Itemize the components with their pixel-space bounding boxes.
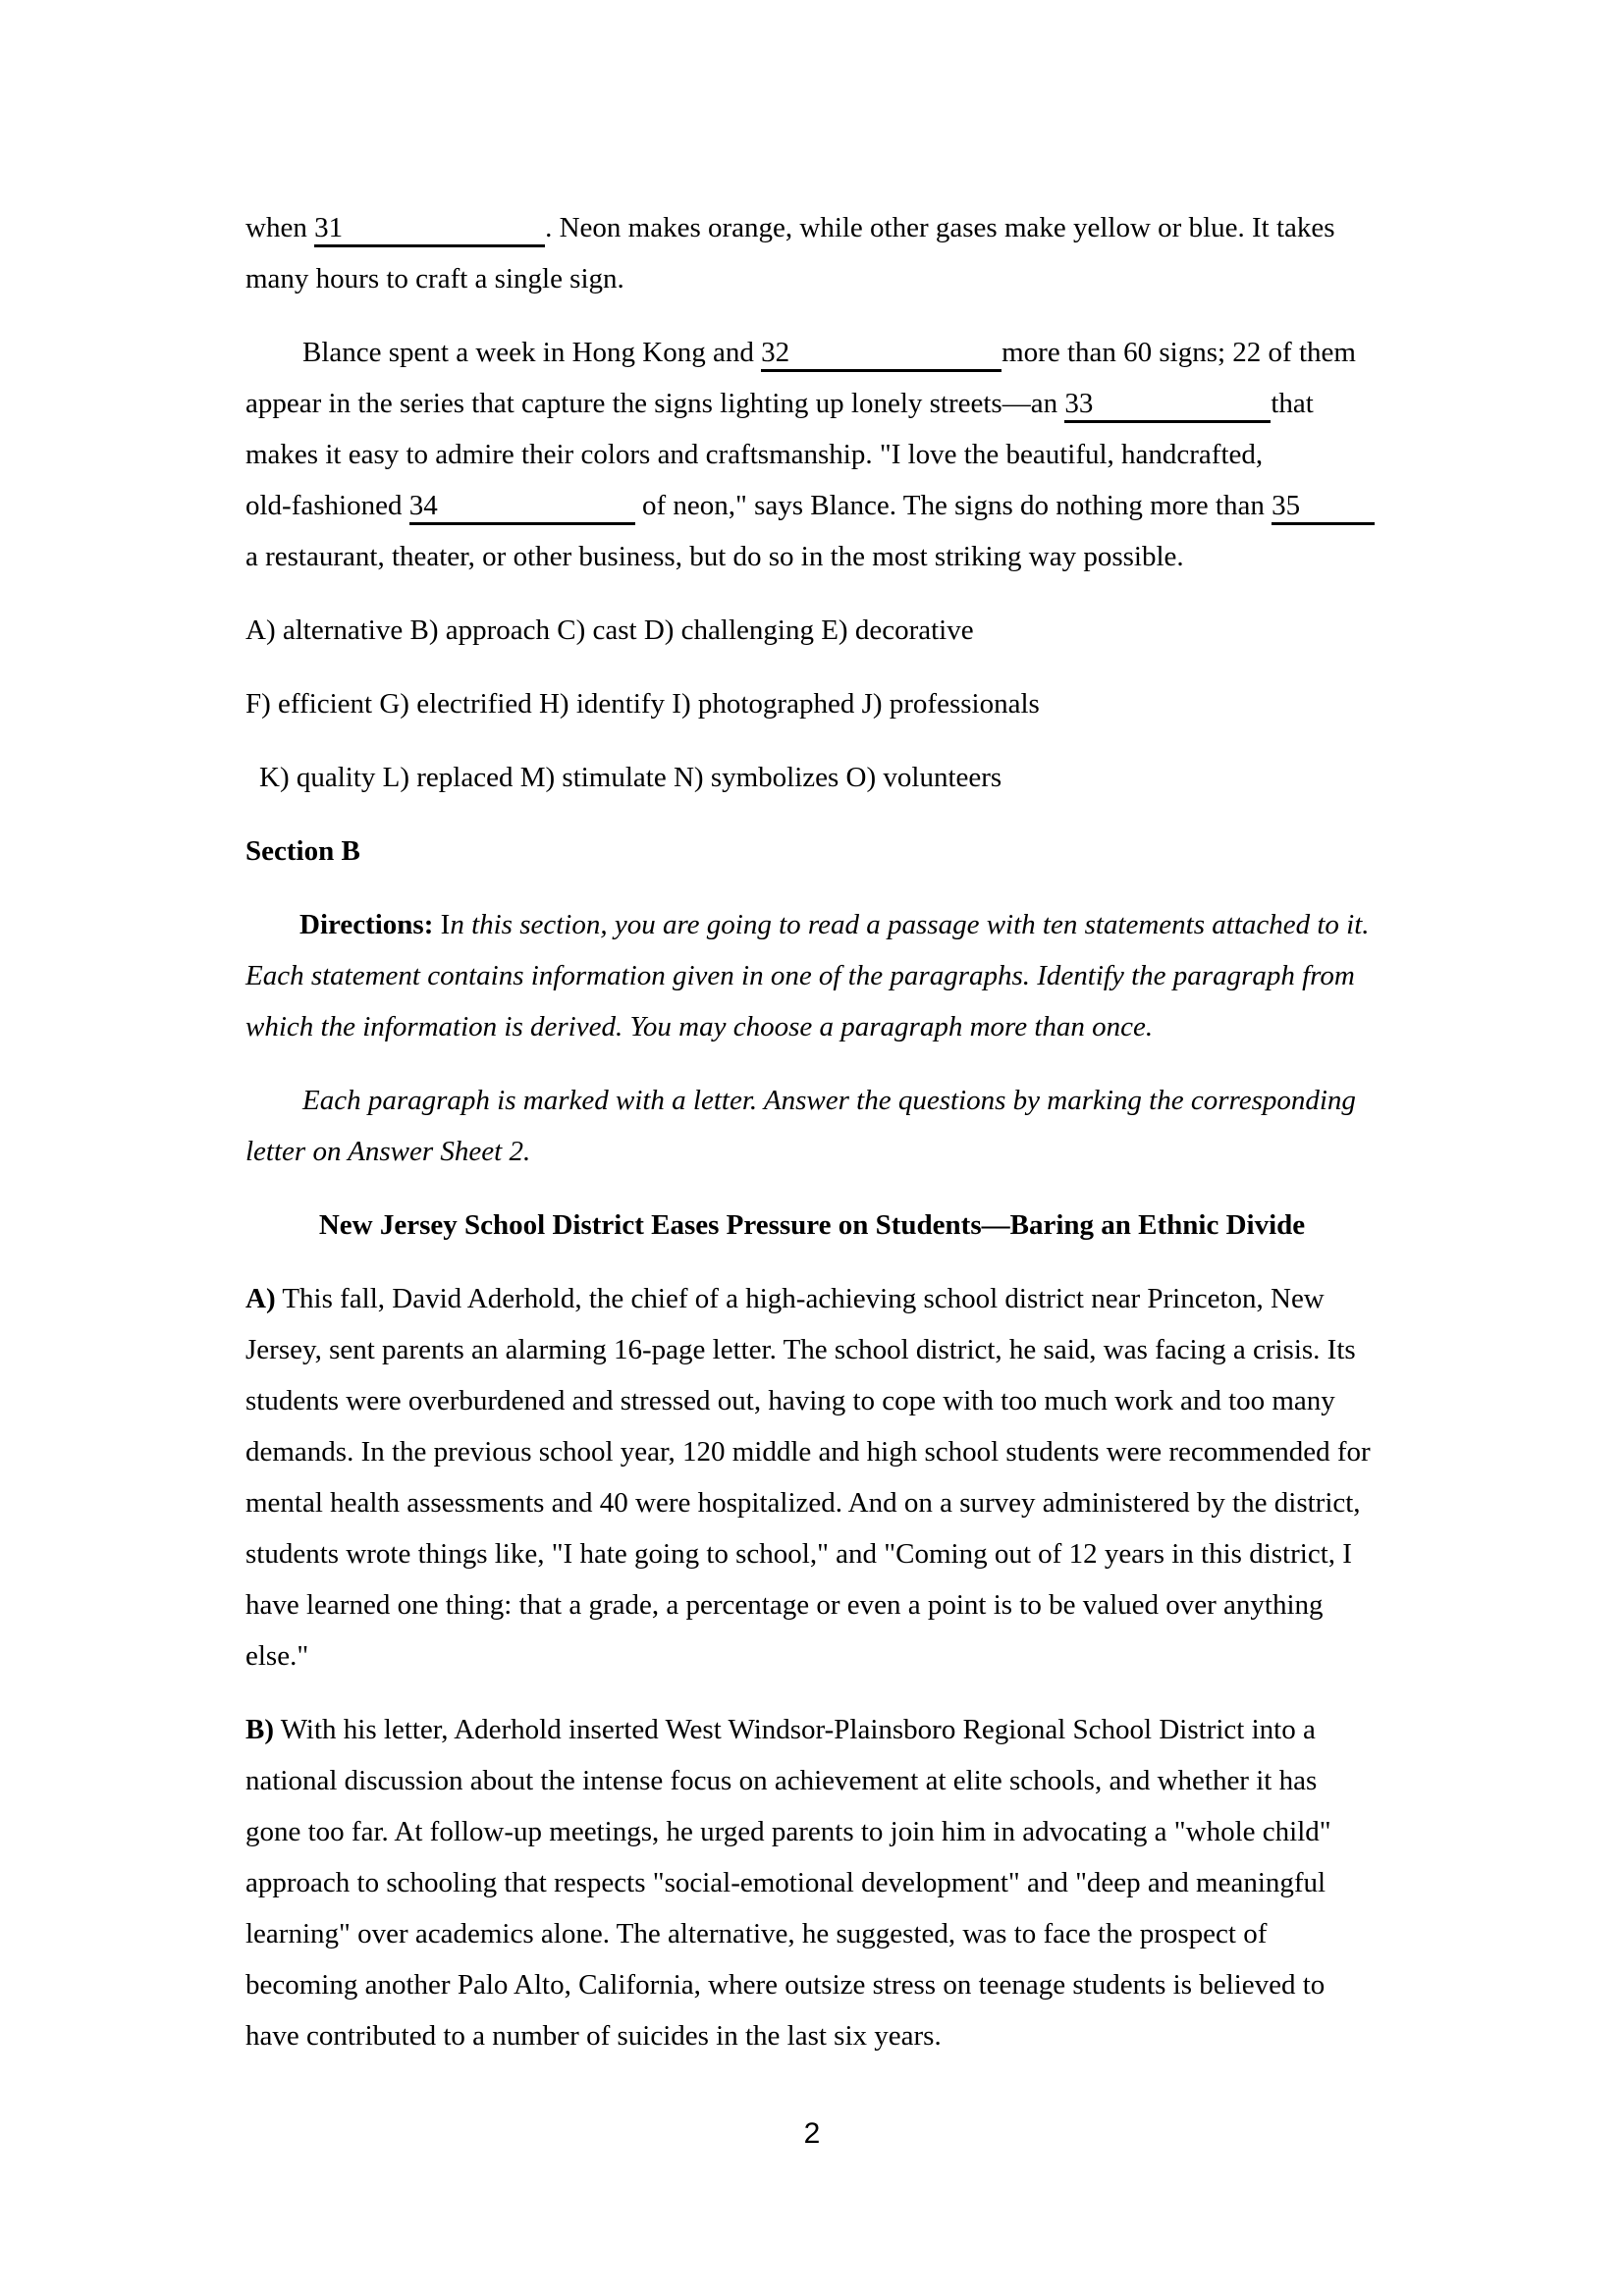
text-run: a restaurant, theater, or other business, but do so in the most striking way possible. bbox=[245, 541, 1184, 572]
section-b-heading bbox=[245, 826, 1379, 877]
blank-34: 34 bbox=[409, 490, 635, 525]
text-run: Directions: bbox=[299, 909, 434, 940]
text-run: F) efficient G) electrified H) identify I) photographed J) professionals bbox=[245, 688, 1040, 720]
text-line bbox=[245, 1477, 1379, 1528]
word-bank-row-1 bbox=[245, 605, 1379, 656]
text-run: else." bbox=[245, 1640, 309, 1672]
text-line bbox=[245, 1075, 1379, 1126]
text-run: learning" over academics alone. The alternative, he suggested, was to face the prospect of bbox=[245, 1918, 1268, 1949]
text-line bbox=[245, 1001, 1379, 1052]
text-line bbox=[245, 253, 1379, 304]
text-line bbox=[245, 1908, 1379, 1959]
text-run: Blance spent a week in Hong Kong and bbox=[302, 337, 762, 368]
text-line bbox=[245, 378, 1379, 429]
page-footer bbox=[0, 2116, 1624, 2152]
text-run: students wrote things like, "I hate going to school," and "Coming out of 12 years in this district, I bbox=[245, 1538, 1352, 1570]
text-run: n this section, you are going to read a passage with ten statements attached to it. bbox=[450, 909, 1370, 940]
text-line bbox=[245, 752, 1379, 803]
blank-31: 31 bbox=[314, 212, 545, 247]
text-line bbox=[245, 1857, 1379, 1908]
text-run: B) bbox=[245, 1714, 274, 1745]
text-line bbox=[245, 1959, 1379, 2010]
text-line bbox=[245, 950, 1379, 1001]
page-number: 2 bbox=[803, 2117, 821, 2150]
text-run: of neon," says Blance. The signs do nothing more than bbox=[634, 490, 1272, 521]
text-run: becoming another Palo Alto, California, where outsize stress on teenage students is believed to bbox=[245, 1969, 1326, 2001]
text-run: Section B bbox=[245, 835, 360, 867]
text-run: students were overburdened and stressed out, having to cope with too much work and too many bbox=[245, 1385, 1335, 1416]
text-run: This fall, David Aderhold, the chief of a high-achieving school district near Princeton, New bbox=[275, 1283, 1325, 1314]
text-line bbox=[245, 1200, 1379, 1251]
blank-32: 32 bbox=[761, 337, 1001, 372]
text-line bbox=[245, 1375, 1379, 1426]
text-line bbox=[245, 1528, 1379, 1579]
text-line bbox=[245, 2010, 1379, 2061]
text-run: K) quality L) replaced M) stimulate N) symbolizes O) volunteers bbox=[259, 762, 1002, 793]
text-run: approach to schooling that respects "social-emotional development" and "deep and meaningful bbox=[245, 1867, 1326, 1898]
text-run: . Neon makes orange, while other gases make yellow or blue. It takes bbox=[545, 212, 1335, 243]
text-run: when bbox=[245, 212, 315, 243]
text-line bbox=[245, 1579, 1379, 1630]
passage-continuation bbox=[245, 202, 1379, 304]
text-line bbox=[245, 1126, 1379, 1177]
paragraph-A bbox=[245, 1273, 1379, 1682]
passage-title bbox=[245, 1200, 1379, 1251]
text-line bbox=[245, 826, 1379, 877]
text-line bbox=[245, 202, 1379, 253]
text-run: Each statement contains information given in one of the paragraphs. Identify the paragraph from bbox=[245, 960, 1355, 991]
text-line bbox=[245, 531, 1379, 582]
text-run: have learned one thing: that a grade, a percentage or even a point is to be valued over anything bbox=[245, 1589, 1324, 1621]
word-bank-row-2 bbox=[245, 678, 1379, 729]
text-line bbox=[245, 899, 1379, 950]
text-line bbox=[245, 1806, 1379, 1857]
text-run: A) alternative B) approach C) cast D) challenging E) decorative bbox=[245, 614, 974, 646]
text-run: makes it easy to admire their colors and craftsmanship. "I love the beautiful, handcrafted, bbox=[245, 439, 1264, 470]
text-run: that bbox=[1271, 388, 1314, 419]
text-run: which the information is derived. You may choose a paragraph more than once. bbox=[245, 1011, 1154, 1042]
word-bank-row-3 bbox=[245, 752, 1379, 803]
directions-paragraph-1 bbox=[245, 899, 1379, 1052]
text-line bbox=[245, 1324, 1379, 1375]
text-run: old-fashioned bbox=[245, 490, 409, 521]
blank-33: 33 bbox=[1064, 388, 1271, 423]
text-run: gone too far. At follow-up meetings, he urged parents to join him in advocating a "whole child" bbox=[245, 1816, 1331, 1847]
text-line bbox=[245, 1273, 1379, 1324]
text-run: A) bbox=[245, 1283, 276, 1314]
text-line bbox=[245, 1426, 1379, 1477]
text-run: Jersey, sent parents an alarming 16-page letter. The school district, he said, was facing a crisis. Its bbox=[245, 1334, 1356, 1365]
text-run: many hours to craft a single sign. bbox=[245, 263, 624, 294]
blank-35: 35 bbox=[1272, 490, 1375, 525]
text-run: national discussion about the intense focus on achievement at elite schools, and whether it has bbox=[245, 1765, 1318, 1796]
paragraph-B bbox=[245, 1704, 1379, 2061]
text-run: more than 60 signs; 22 of them bbox=[1001, 337, 1356, 368]
text-run: mental health assessments and 40 were hospitalized. And on a survey administered by the district, bbox=[245, 1487, 1361, 1519]
text-line bbox=[245, 429, 1379, 480]
text-run: Each paragraph is marked with a letter. Answer the questions by marking the corresponding bbox=[302, 1085, 1356, 1116]
text-line bbox=[245, 1755, 1379, 1806]
text-line bbox=[245, 1704, 1379, 1755]
text-line bbox=[245, 678, 1379, 729]
text-line bbox=[245, 605, 1379, 656]
text-run: New Jersey School District Eases Pressure on Students—Baring an Ethnic Divide bbox=[318, 1209, 1306, 1241]
passage-paragraph-2 bbox=[245, 327, 1379, 582]
directions-paragraph-2 bbox=[245, 1075, 1379, 1177]
text-run: appear in the series that capture the signs lighting up lonely streets—an bbox=[245, 388, 1065, 419]
text-run: have contributed to a number of suicides in the last six years. bbox=[245, 2020, 942, 2052]
text-line bbox=[245, 327, 1379, 378]
text-line bbox=[245, 1630, 1379, 1682]
text-line bbox=[245, 480, 1379, 531]
text-run: demands. In the previous school year, 120 middle and high school students were recommended for bbox=[245, 1436, 1371, 1468]
text-run: letter on Answer Sheet 2. bbox=[245, 1136, 531, 1167]
text-run: I bbox=[433, 909, 451, 940]
text-run: With his letter, Aderhold inserted West Windsor-Plainsboro Regional School District into a bbox=[274, 1714, 1316, 1745]
